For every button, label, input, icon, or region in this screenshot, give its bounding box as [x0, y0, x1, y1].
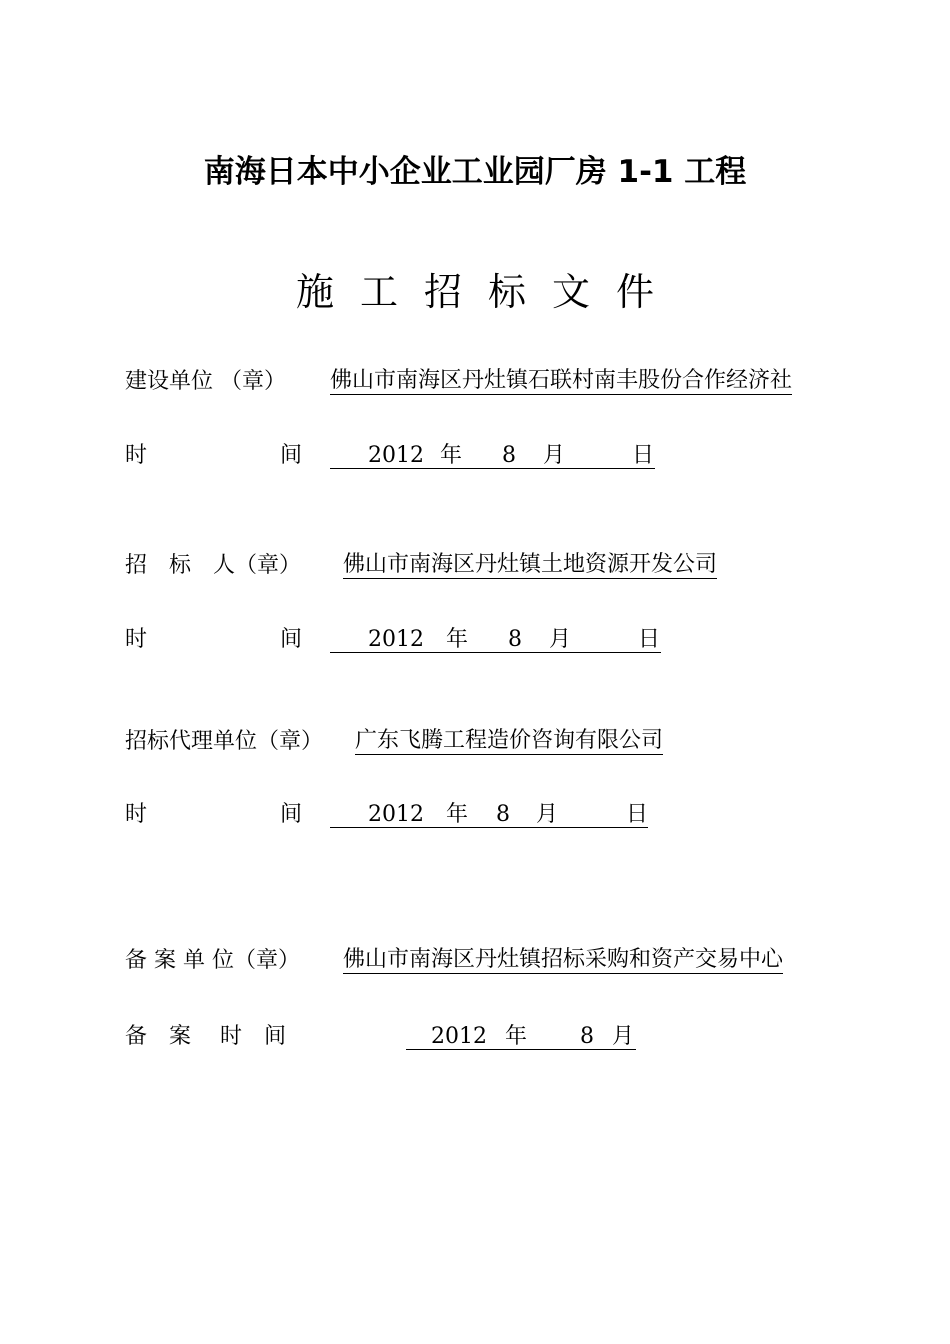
construction-month-char: 月 — [543, 443, 566, 468]
agency-year: 2012 — [368, 802, 424, 827]
construction-year-char: 年 — [440, 443, 463, 468]
construction-unit-name: 佛山市南海区丹灶镇石联村南丰股份合作经济社 — [330, 368, 793, 393]
construction-unit-label: 建设单位 （章） — [125, 369, 286, 394]
tenderer-time-label-2: 间 — [280, 627, 303, 652]
tenderer-year: 2012 — [368, 627, 424, 652]
agency-month-char: 月 — [536, 802, 559, 827]
agency-label: 招标代理单位（章） — [125, 729, 324, 754]
tenderer-month-char: 月 — [549, 627, 572, 652]
tenderer-day-char: 日 — [638, 627, 661, 652]
tenderer-year-char: 年 — [446, 627, 469, 652]
filing-month: 8 — [580, 1024, 594, 1049]
construction-time-label-2: 间 — [280, 443, 303, 468]
filing-month-char: 月 — [612, 1024, 635, 1049]
tenderer-month: 8 — [508, 627, 522, 652]
construction-month: 8 — [502, 443, 516, 468]
construction-year: 2012 — [368, 443, 424, 468]
filing-time-label: 备 案 时 间 — [125, 1024, 286, 1049]
tenderer-label: 招 标 人（章） — [125, 553, 302, 578]
agency-year-char: 年 — [446, 802, 469, 827]
agency-day-char: 日 — [626, 802, 649, 827]
filing-unit-label: 备 案 单 位（章） — [125, 948, 300, 973]
agency-time-label-2: 间 — [280, 802, 303, 827]
construction-day-char: 日 — [632, 443, 655, 468]
agency-time-label-1: 时 — [125, 802, 148, 827]
filing-year-char: 年 — [505, 1024, 528, 1049]
filing-unit-name: 佛山市南海区丹灶镇招标采购和资产交易中心 — [343, 947, 784, 972]
tenderer-name: 佛山市南海区丹灶镇土地资源开发公司 — [343, 552, 718, 577]
filing-year: 2012 — [431, 1024, 487, 1049]
agency-month: 8 — [496, 802, 510, 827]
agency-name: 广东飞腾工程造价咨询有限公司 — [355, 728, 664, 753]
document-title: 南海日本中小企业工业园厂房 1-1 工程 — [203, 154, 747, 190]
tenderer-time-label-1: 时 — [125, 627, 148, 652]
construction-time-label-1: 时 — [125, 443, 148, 468]
document-subtitle: 施工招标文件 — [295, 270, 680, 314]
